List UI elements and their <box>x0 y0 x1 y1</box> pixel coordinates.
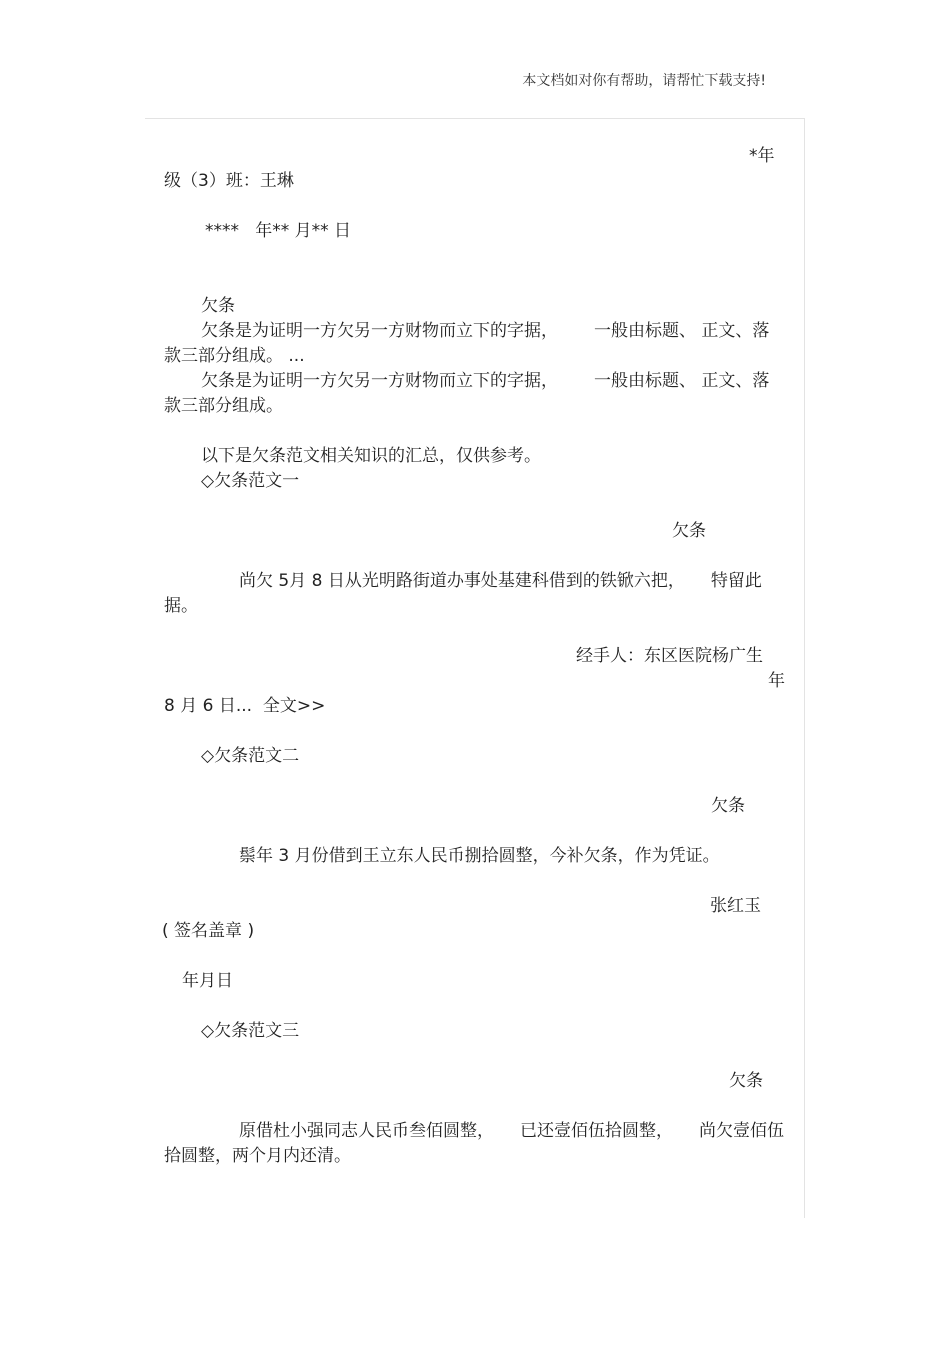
sample-3-heading: ◇欠条范文三 <box>201 1021 300 1041</box>
sample-3-body-part-d: 拾圆整，两个月内还清。 <box>164 1146 351 1166</box>
sample-3-title: 欠条 <box>729 1071 763 1091</box>
sample-1-body <box>164 569 786 619</box>
sample-1-body-part-a: 尚欠 5月 8 日从光明路街道办事处基建科借到的铁锨六把， <box>239 571 685 591</box>
intro-text: 以下是欠条范文相关知识的汇总，仅供参考。 <box>201 446 541 466</box>
date-line: **** 年** 月** 日 <box>205 221 352 241</box>
sample-2-heading: ◇欠条范文二 <box>201 746 300 766</box>
definition-paragraph-1 <box>164 319 786 369</box>
sample-1-body-part-b: 特留此 <box>710 571 762 591</box>
sample-2-seal: ( 签名盖章 ) <box>162 921 255 941</box>
definition-1-part-a: 欠条是为证明一方欠另一方财物而立下的字据， <box>201 321 558 341</box>
sample-1-title: 欠条 <box>672 521 706 541</box>
sample-1-date-more: 8 月 6 日... 全文>> <box>164 696 326 716</box>
header-note: 本文档如对你有帮助，请帮忙下载支持! <box>522 73 766 89</box>
sample-3-body-part-c: 尚欠壹佰伍 <box>699 1121 784 1141</box>
sample-1-signer: 经手人：东区医院杨广生 <box>576 646 763 666</box>
definition-1-part-b: 一般由标题、 正文、落 <box>594 321 770 341</box>
sample-1-year: 年 <box>768 671 785 691</box>
sample-3-body-part-b: 已还壹佰伍拾圆整， <box>520 1121 673 1141</box>
sample-2-title: 欠条 <box>711 796 745 816</box>
sample-2-date: 年月日 <box>182 971 233 991</box>
class-author: 级（3）班：王琳 <box>164 171 294 191</box>
sample-1-heading: ◇欠条范文一 <box>201 471 300 491</box>
right-divider <box>804 118 805 1218</box>
top-divider <box>145 118 805 119</box>
sample-1-body-part-c: 据。 <box>164 596 198 616</box>
sample-3-body <box>164 1119 786 1169</box>
definition-paragraph-2 <box>164 369 786 419</box>
definition-2-part-b: 一般由标题、 正文、落 <box>594 371 770 391</box>
sample-3-body-part-a: 原借杜小强同志人民币叁佰圆整， <box>239 1121 494 1141</box>
definition-1-part-c: 款三部分组成。 ... <box>164 346 305 366</box>
definition-2-part-a: 欠条是为证明一方欠另一方财物而立下的字据， <box>201 371 558 391</box>
sample-2-body: 鬃年 3 月份借到王立东人民币捌拾圆整，今补欠条，作为凭证。 <box>239 846 720 866</box>
section-title: 欠条 <box>201 296 235 316</box>
sample-2-signer: 张红玉 <box>710 896 761 916</box>
definition-2-part-c: 款三部分组成。 <box>164 396 283 416</box>
grade-fragment: *年 <box>749 146 775 166</box>
